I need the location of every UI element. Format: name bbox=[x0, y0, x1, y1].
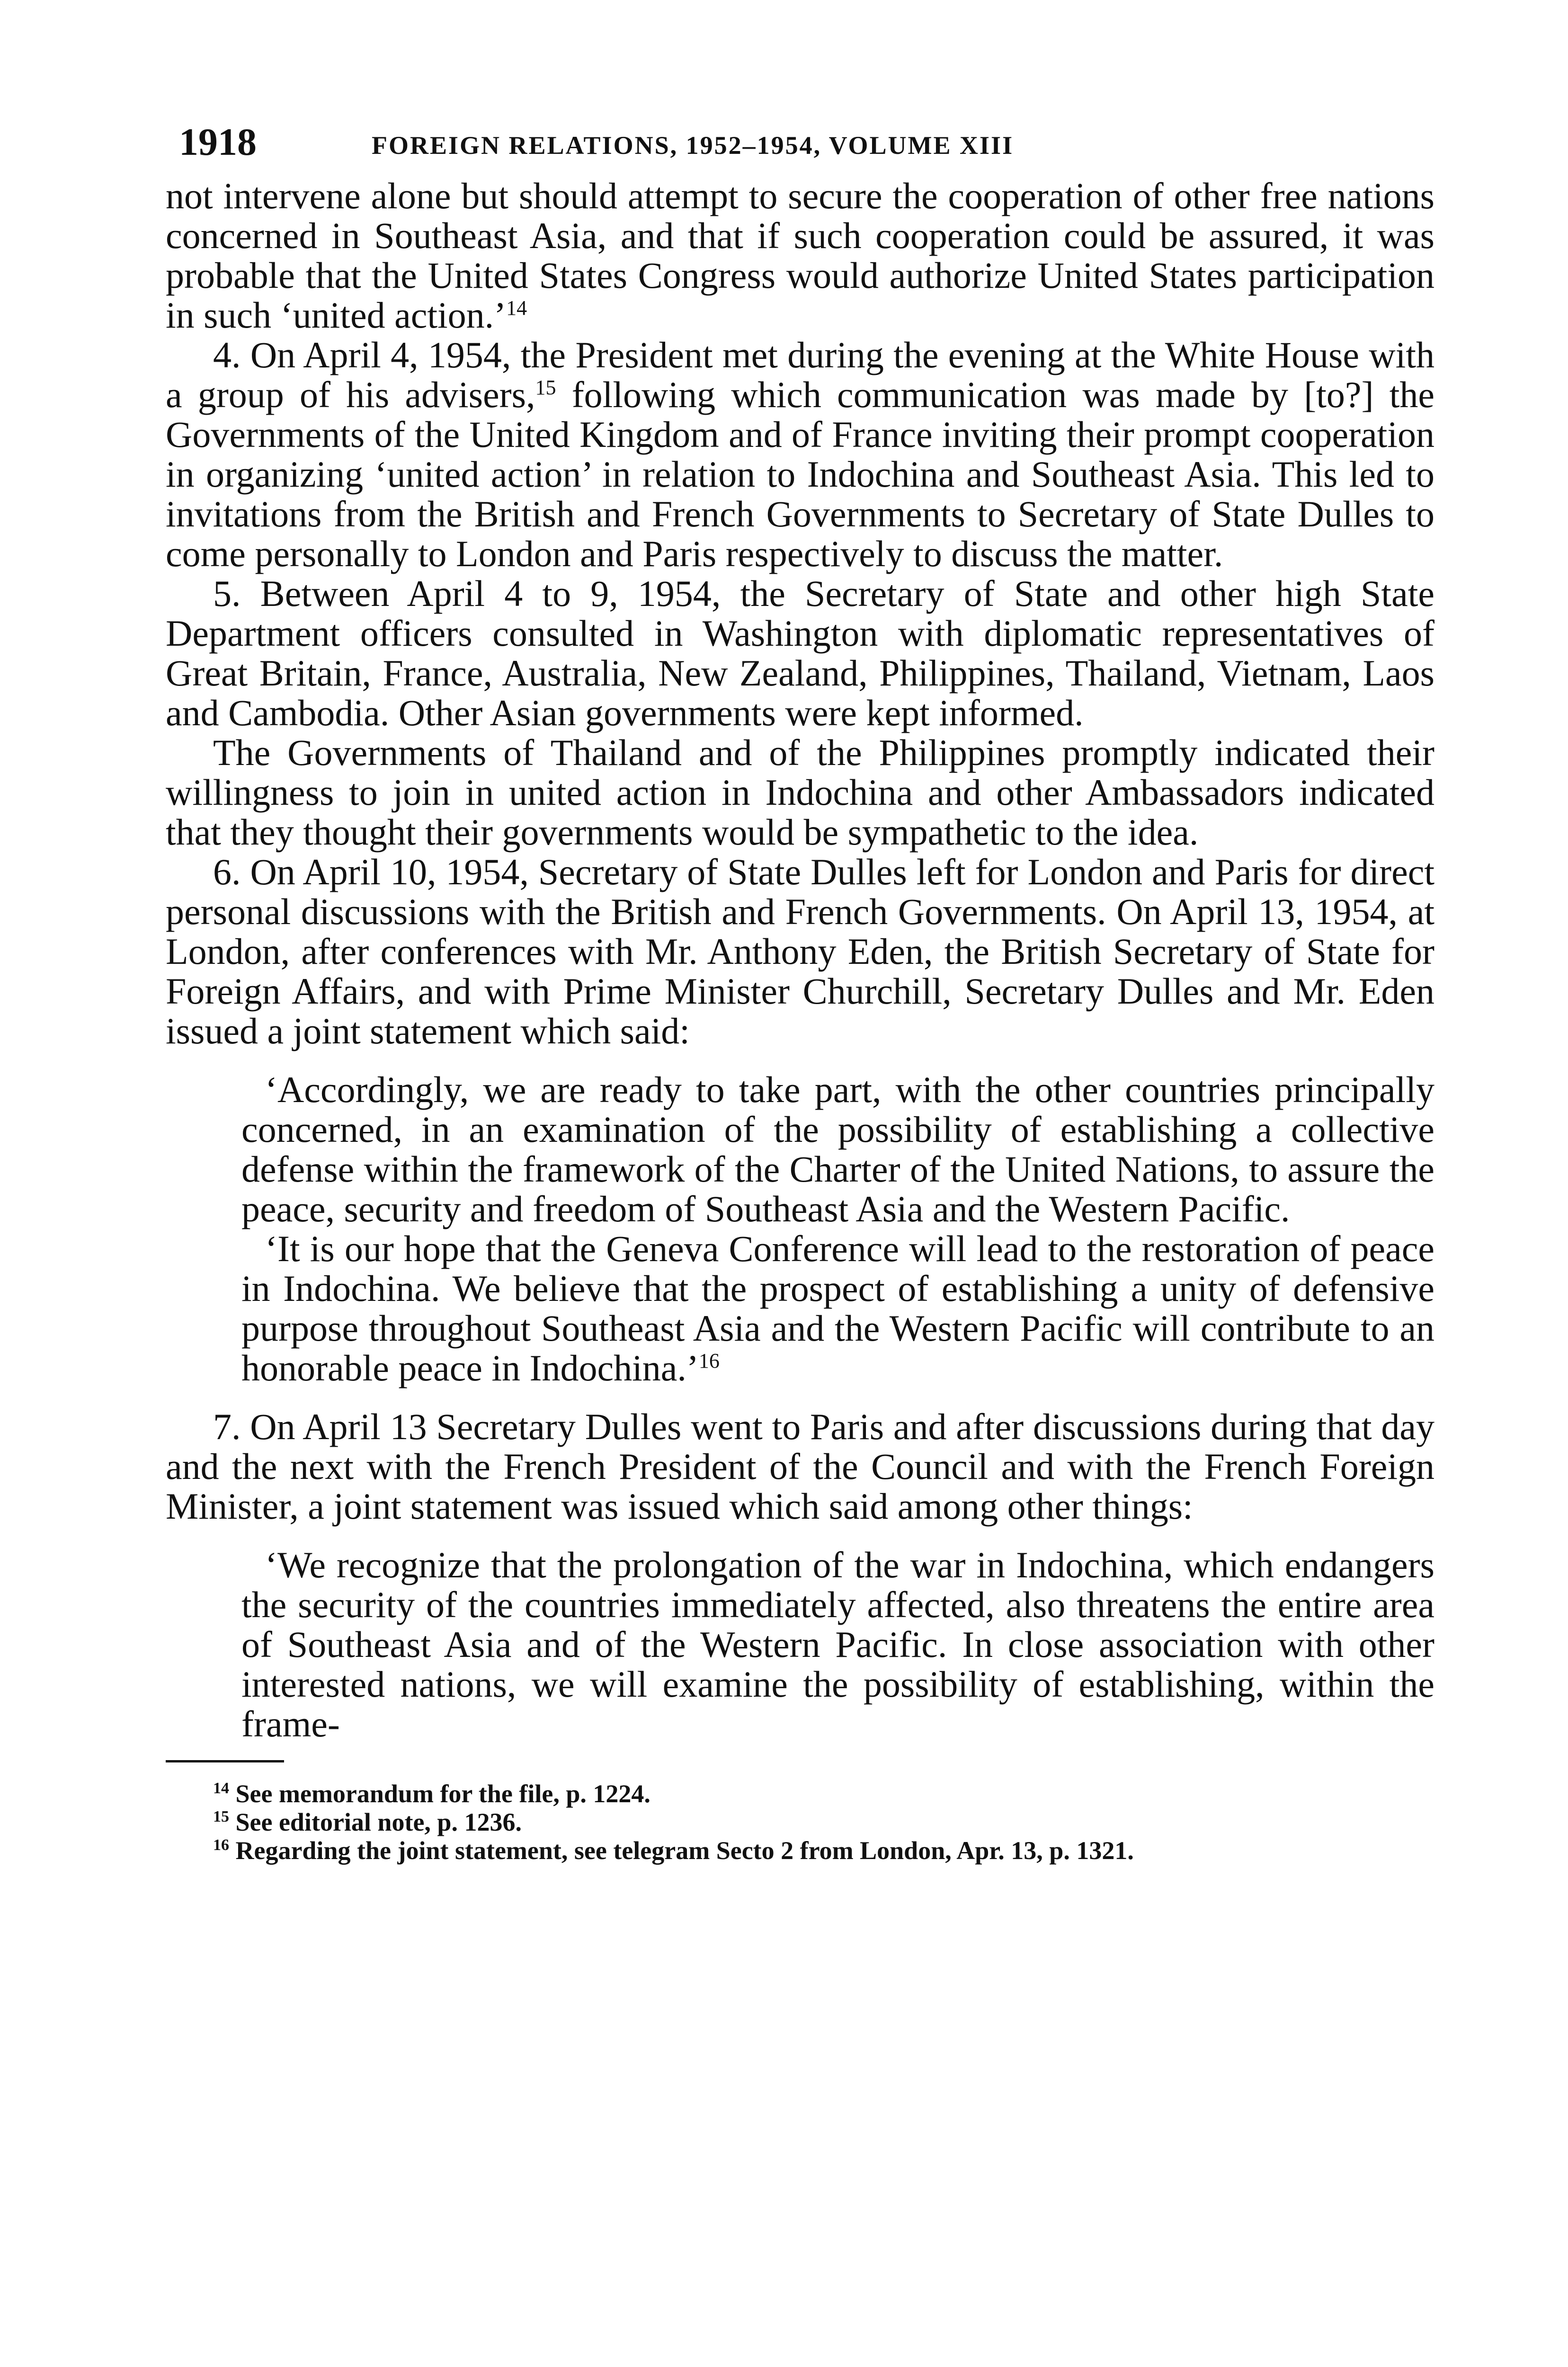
footnote-15: $^{15}$ See editorial note, p. 1236. bbox=[213, 1808, 522, 1836]
body-text bbox=[166, 176, 1434, 1744]
footnotes bbox=[166, 1780, 1434, 1865]
footnote-divider bbox=[166, 1760, 284, 1762]
paragraph-5-continued: The Governments of Thailand and of the Philippines promptly indicated their willingness to join in united action in Indochina and other Ambassadors indicated that they thought their governments would be sympathetic to the idea. bbox=[166, 732, 1434, 853]
running-title: FOREIGN RELATIONS, 1952–1954, VOLUME XIII bbox=[372, 131, 1014, 160]
page-number: 1918 bbox=[179, 120, 257, 163]
footnote-ref-15: 15 bbox=[535, 376, 556, 399]
running-head bbox=[166, 118, 1434, 166]
paragraph-continuation: not intervene alone but should attempt to secure the cooperation of other free nations concerned in Southeast Asia, and that if such cooperation could be assured, it was probable that the United States Congress would authorize United States participation in such ‘united action.’$^{14}$ bbox=[166, 175, 1434, 336]
quote-london-2: ‘It is our hope that the Geneva Conference will lead to the restoration of peace in Indochina. We believe that the prospect of establishing a unity of defensive purpose throughout Southeast Asia and the Western Pacific will contribute to an honorable peace in Indochina.’$^{16}$ bbox=[241, 1228, 1434, 1388]
paragraph-5: 5. Between April 4 to 9, 1954, the Secretary of State and other high State Department officers consulted in Washington with diplomatic representatives of Great Britain, France, Australia, New Zealand, Philippines, Thailand, Vietnam, Laos and Cambodia. Other Asian governments were kept informed. bbox=[166, 573, 1434, 733]
document-page bbox=[166, 118, 1434, 1865]
quote-london-1: ‘Accordingly, we are ready to take part, with the other countries principally concerned, in an examination of the possibility of establishing a collective defense within the framework of the Charter of the United Nations, to assure the peace, security and freedom of Southeast Asia and the Western Pacific. bbox=[241, 1069, 1434, 1229]
footnote-ref-16: 16 bbox=[698, 1349, 720, 1372]
footnote-16: $^{16}$ Regarding the joint statement, see telegram Secto 2 from London, Apr. 13, p. 1321. bbox=[213, 1836, 1134, 1865]
paragraph-4: 4. On April 4, 1954, the President met during the evening at the White House with a group of his advisers,$^{15}$ following which communication was made by [to?] the Governments of the United Kingdom and of France inviting their prompt cooperation in organizing ‘united action’ in relation to Indochina and Southeast Asia. This led to invitations from the British and French Governments to Secretary of State Dulles to come personally to London and Paris respectively to discuss the matter. bbox=[166, 334, 1434, 574]
footnote-14: $^{14}$ See memorandum for the file, p. 1224. bbox=[213, 1780, 650, 1808]
quote-paris: ‘We recognize that the prolongation of the war in Indochina, which endangers the security of the countries immediately affected, also threatens the entire area of Southeast Asia and of the Western Pacific. In close association with other interested nations, we will examine the possibility of establishing, within the frame- bbox=[241, 1544, 1434, 1744]
paragraph-7: 7. On April 13 Secretary Dulles went to Paris and after discussions during that day and the next with the French President of the Council and with the French Foreign Minister, a joint statement was issued which said among other things: bbox=[166, 1406, 1434, 1527]
paragraph-6: 6. On April 10, 1954, Secretary of State Dulles left for London and Paris for direct personal discussions with the British and French Governments. On April 13, 1954, at London, after conferences with Mr. Anthony Eden, the British Secretary of State for Foreign Affairs, and with Prime Minister Churchill, Secretary Dulles and Mr. Eden issued a joint statement which said: bbox=[166, 851, 1434, 1051]
footnote-ref-14: 14 bbox=[506, 296, 527, 320]
